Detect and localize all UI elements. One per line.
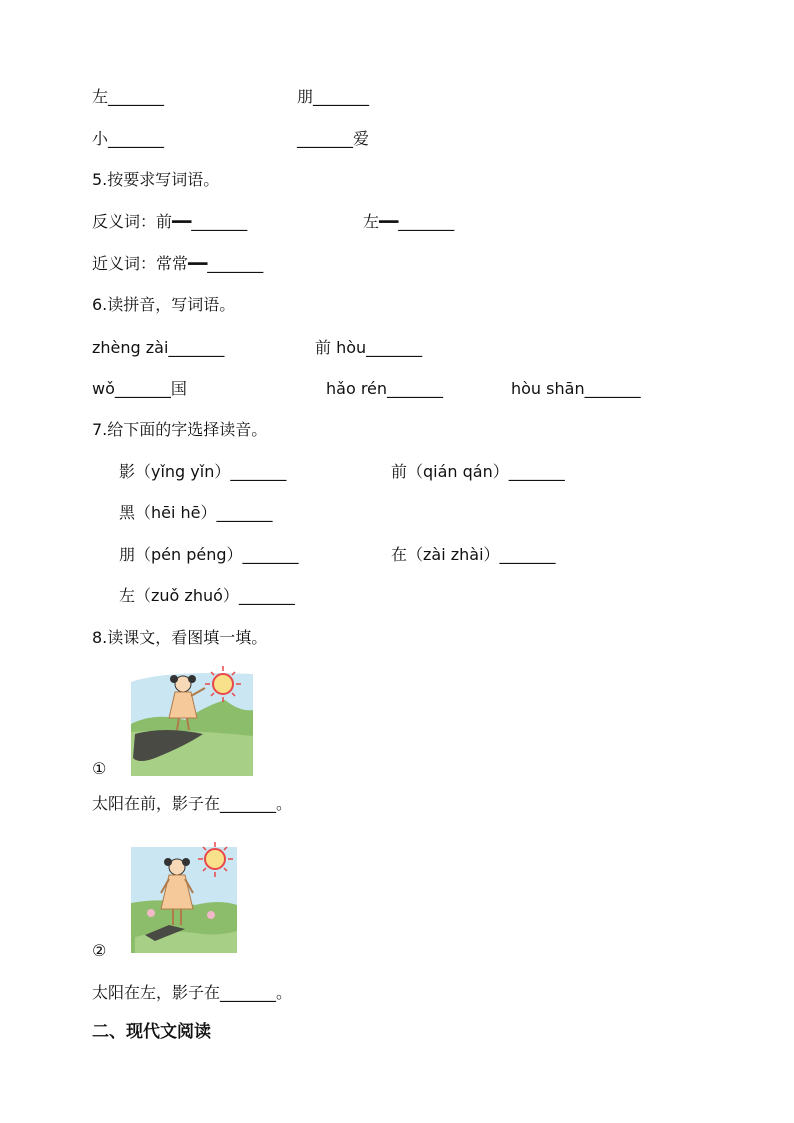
q6-item-zhengzai: zhèng zài_______ (92, 338, 225, 357)
q4-item-ai: _______爱 (297, 129, 370, 148)
q4-item-zuo: 左_______ (92, 87, 165, 106)
q8-sentence-1: 太阳在前，影子在_______。 (92, 794, 293, 813)
picture-2 (125, 839, 243, 953)
q6-item-houshan: hòu shān_______ (511, 379, 641, 398)
q4-item-xiao: 小_______ (92, 129, 165, 148)
q6-title: 6.读拼音，写词语。 (92, 295, 236, 314)
marker-1: ① (92, 759, 107, 778)
q6-item-haoren: hǎo rén_______ (326, 379, 444, 398)
q7-item-peng: 朋（pén péng）_______ (119, 545, 299, 564)
q5-title: 5.按要求写词语。 (92, 170, 220, 189)
section-heading: 二、现代文阅读 (92, 1022, 211, 1042)
q7-item-zuo: 左（zuǒ zhuó）_______ (119, 586, 295, 605)
q7-title: 7.给下面的字选择读音。 (92, 420, 268, 439)
marker-2: ② (92, 941, 107, 960)
picture-1 (125, 662, 253, 776)
q8-title: 8.读课文，看图填一填。 (92, 628, 268, 647)
q8-sentence-2: 太阳在左，影子在_______。 (92, 983, 293, 1002)
q7-item-ying: 影（yǐng yǐn）_______ (119, 462, 287, 481)
q7-item-hei: 黑（hēi hē）_______ (119, 503, 273, 522)
q4-item-peng: 朋_______ (297, 87, 370, 106)
q5-antonym: 反义词：前━━_______ (92, 212, 248, 231)
q7-item-qian: 前（qián qán）_______ (391, 462, 565, 481)
q7-item-zai: 在（zài zhài）_______ (391, 545, 556, 564)
q5-synonym: 近义词：常常━━_______ (92, 254, 264, 273)
q6-item-woguo: wǒ_______国 (92, 379, 187, 398)
q5-antonym-2: 左━━_______ (363, 212, 455, 231)
q6-item-qianhou: 前 hòu_______ (315, 338, 423, 357)
